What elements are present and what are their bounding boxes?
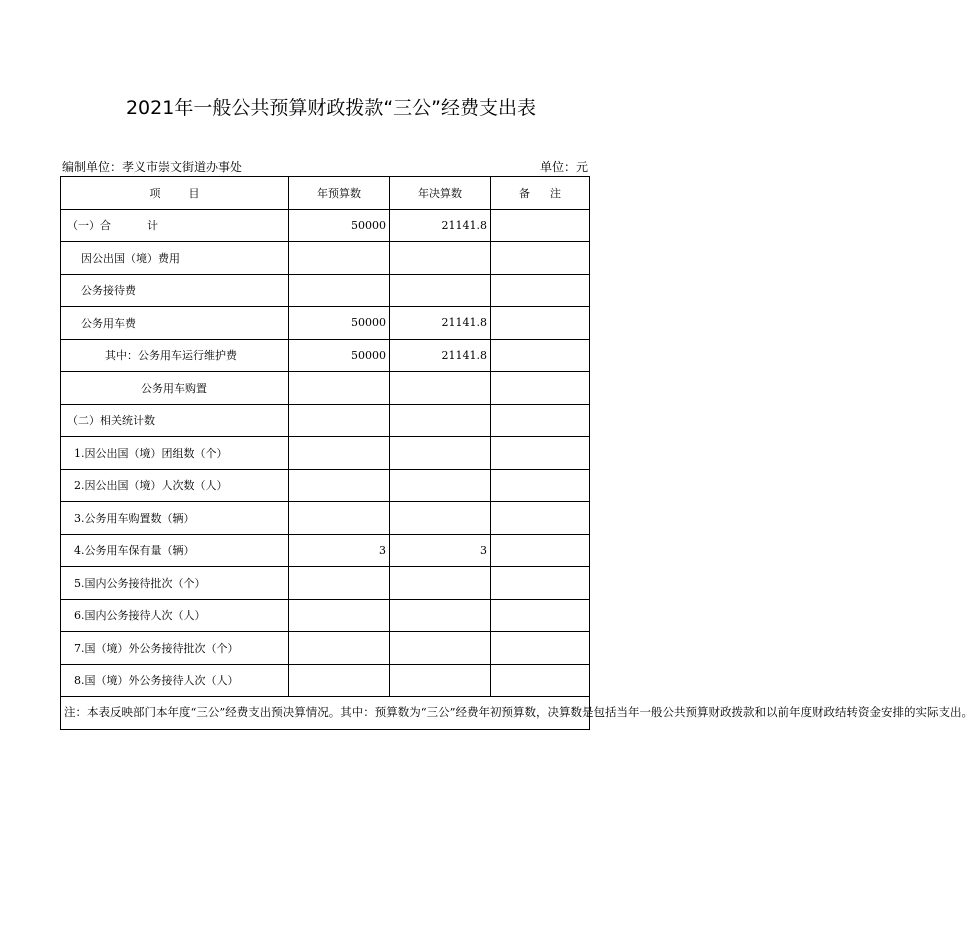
cell-remark <box>491 599 590 632</box>
cell-budget <box>289 437 390 470</box>
cell-actual <box>390 242 491 275</box>
table-row <box>61 404 590 437</box>
cell-actual: 21141.8 <box>390 339 491 372</box>
cell-remark <box>491 274 590 307</box>
cell-budget: 3 <box>289 534 390 567</box>
row-label: 6.国内公务接待人次（人） <box>61 599 289 632</box>
table-row <box>61 242 590 275</box>
row-label: 3.公务用车购置数（辆） <box>61 502 289 535</box>
header-row <box>61 177 590 210</box>
row-label: 5.国内公务接待批次（个） <box>61 567 289 600</box>
table-row <box>61 274 590 307</box>
cell-actual <box>390 567 491 600</box>
table-row <box>61 502 590 535</box>
cell-actual <box>390 372 491 405</box>
row-label: （二）相关统计数 <box>61 404 289 437</box>
cell-budget <box>289 664 390 697</box>
cell-budget <box>289 632 390 665</box>
row-label: 4.公务用车保有量（辆） <box>61 534 289 567</box>
cell-actual <box>390 502 491 535</box>
cell-actual <box>390 664 491 697</box>
unit-label: 单位：元 <box>539 160 588 174</box>
table-row <box>61 372 590 405</box>
cell-remark <box>491 339 590 372</box>
header-budget: 年预算数 <box>289 177 390 210</box>
cell-remark <box>491 437 590 470</box>
row-label: 公务用车费 <box>61 307 289 340</box>
cell-actual <box>390 274 491 307</box>
header-actual: 年决算数 <box>390 177 491 210</box>
cell-actual: 3 <box>390 534 491 567</box>
cell-remark <box>491 664 590 697</box>
cell-remark <box>491 242 590 275</box>
table-row <box>61 209 590 242</box>
table-row <box>61 567 590 600</box>
cell-remark <box>491 209 590 242</box>
cell-remark <box>491 567 590 600</box>
table-note: 注：本表反映部门本年度“三公”经费支出预决算情况。其中：预算数为“三公”经费年初预算数，决算数是包括当年一般公共预算财政拨款和以前年度财政结转资金安排的实际支出。 <box>61 697 590 730</box>
cell-remark <box>491 372 590 405</box>
cell-remark <box>491 404 590 437</box>
row-label: 公务接待费 <box>61 274 289 307</box>
row-label: 其中：公务用车运行维护费 <box>61 339 289 372</box>
table-row <box>61 339 590 372</box>
cell-budget: 50000 <box>289 209 390 242</box>
cell-budget: 50000 <box>289 307 390 340</box>
table-row <box>61 307 590 340</box>
row-label: 因公出国（境）费用 <box>61 242 289 275</box>
cell-budget <box>289 469 390 502</box>
table-row <box>61 599 590 632</box>
cell-budget <box>289 242 390 275</box>
cell-remark <box>491 632 590 665</box>
cell-remark <box>491 534 590 567</box>
row-label: 2.因公出国（境）人次数（人） <box>61 469 289 502</box>
cell-actual <box>390 599 491 632</box>
cell-budget: 50000 <box>289 339 390 372</box>
table-row <box>61 469 590 502</box>
table-row <box>61 437 590 470</box>
cell-actual <box>390 437 491 470</box>
cell-actual: 21141.8 <box>390 307 491 340</box>
page-title: 2021年一般公共预算财政拨款“三公”经费支出表 <box>125 97 537 119</box>
cell-actual: 21141.8 <box>390 209 491 242</box>
cell-actual <box>390 469 491 502</box>
table-row <box>61 632 590 665</box>
table-row <box>61 534 590 567</box>
row-label: 公务用车购置 <box>61 372 289 405</box>
expense-table <box>60 176 973 730</box>
cell-actual <box>390 632 491 665</box>
row-label: 1.因公出国（境）团组数（个） <box>61 437 289 470</box>
row-label: 7.国（境）外公务接待批次（个） <box>61 632 289 665</box>
cell-budget <box>289 404 390 437</box>
table-row <box>61 664 590 697</box>
cell-budget <box>289 372 390 405</box>
row-label: 8.国（境）外公务接待人次（人） <box>61 664 289 697</box>
cell-budget <box>289 502 390 535</box>
cell-actual <box>390 404 491 437</box>
header-remark: 备 注 <box>491 177 590 210</box>
header-item: 项 目 <box>61 177 289 210</box>
unit-org: 编制单位：孝义市崇文街道办事处 <box>62 160 243 174</box>
cell-budget <box>289 567 390 600</box>
cell-remark <box>491 469 590 502</box>
cell-remark <box>491 502 590 535</box>
cell-remark <box>491 307 590 340</box>
cell-budget <box>289 599 390 632</box>
cell-budget <box>289 274 390 307</box>
row-label: （一）合 计 <box>61 209 289 242</box>
note-row <box>61 697 590 730</box>
